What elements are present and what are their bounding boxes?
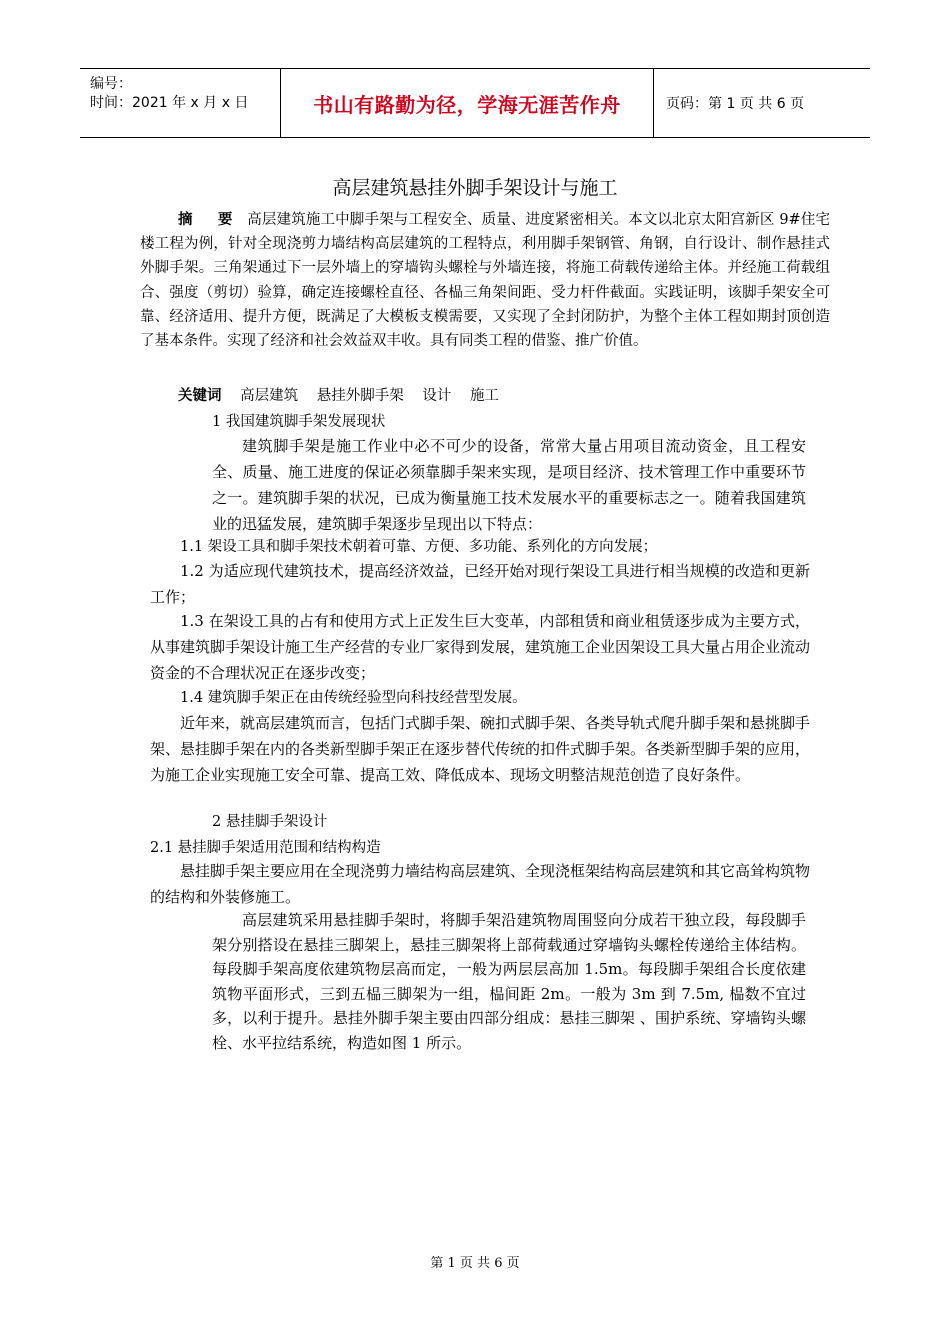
abstract-text: 高层建筑施工中脚手架与工程安全、质量、进度紧密相关。本文以北京太阳宫新区 9#住宅楼工程为例，针对全现浇剪力墙结构高层建筑的工程特点，利用脚手架钢管、角钢，自行设计、制作悬挂式外脚手架。三角架通过下一层外墙上的穿墙钩头螺栓与外墙连接，将施工荷载传递给主体。并经施工荷载组合、强度（剪切）验算，确定连接螺栓直径、各榀三角架间距、受力杆件截面。实践证明，该脚手架安全可靠、经济适用、提升方便，既满足了大模板支模需要，又实现了全封闭防护，为整个主体工程如期封顶创造了基本条件。实现了经济和社会效益双丰收。具有同类工程的借鉴、推广价值。: [140, 212, 830, 350]
date-label: 时间：2021 年 x 月 x 日: [90, 95, 249, 111]
section1-intro: 建筑脚手架是施工作业中必不可少的设备，常常大量占用项目流动资金，且工程安全、质量、施工进度的保证必须靠脚手架来实现，是项目经济、技术管理工作中重要环节之一。建筑脚手架的状况，已成为衡量施工技术发展水平的重要标志之一。随着我国建筑业的迅猛发展，建筑脚手架逐步呈现出以下特点：: [212, 437, 806, 533]
section1-closing: 近年来，就高层建筑而言，包括门式脚手架、碗扣式脚手架、各类导轨式爬升脚手架和悬挑脚手架、悬挂脚手架在内的各类新型脚手架正在逐步替代传统的扣件式脚手架。各类新型脚手架的应用，为施工企业实现施工安全可靠、提高工效、降低成本、现场文明整洁规范创造了良好条件。: [150, 714, 811, 784]
keyword: 悬挂外脚手架: [316, 388, 404, 404]
list-item: 1.4 建筑脚手架正在由传统经验型向科技经营型发展。: [180, 690, 527, 706]
list-item: 1.1 架设工具和脚手架技术朝着可靠、方便、多功能、系列化的方向发展；: [180, 539, 658, 555]
keyword: 施工: [469, 388, 499, 404]
keyword: 设计: [422, 388, 452, 404]
header-meta: [80, 69, 280, 137]
number-label: 编号：: [90, 76, 132, 92]
keyword: 高层建筑: [240, 388, 299, 404]
list-item: 1.2 为适应现代建筑技术，提高经济效益，已经开始对现行架设工具进行相当规模的改造和更新工作；: [150, 562, 810, 606]
header-motto: 书山有路勤为径，学海无涯苦作舟: [280, 69, 654, 137]
section1-heading: 1 我国建筑脚手架发展现状: [212, 414, 386, 430]
keywords-label: 关键词: [178, 387, 222, 404]
page-footer: 第 1 页 共 6 页: [430, 1256, 520, 1271]
header-page-info: 页码：第 1 页 共 6 页: [666, 96, 805, 112]
document-title: 高层建筑悬挂外脚手架设计与施工: [332, 177, 618, 199]
document-header: [80, 68, 870, 138]
list-item: 1.3 在架设工具的占有和使用方式上正发生巨大变革，内部租赁和商业租赁逐步成为主要方式，从事建筑脚手架设计施工生产经营的专业厂家得到发展，建筑施工企业因架设工具大量占用企业流动资金的不合理状况正在逐步改变；: [150, 612, 811, 682]
abstract-label: 摘 要: [178, 211, 243, 228]
section2-para1: 悬挂脚手架主要应用在全现浇剪力墙结构高层建筑、全现浇框架结构高层建筑和其它高耸构筑物的结构和外装修施工。: [150, 862, 811, 906]
section2-heading: 2 悬挂脚手架设计: [212, 814, 328, 830]
section2-para2: 高层建筑采用悬挂脚手架时，将脚手架沿建筑物周围竖向分成若干独立段，每段脚手架分别搭设在悬挂三脚架上，悬挂三脚架将上部荷载通过穿墙钩头螺栓传递给主体结构。每段脚手架高度依建筑物层高而定，一般为两层层高加 1.5m。每段脚手架组合长度依建筑物平面形式，三到五榀三脚架为一组，榀间距 2m。一般为 3m 到 7.5m, 榀数不宜过多，以利于提升。悬挂外脚手架主要由四部分组成：悬挂三脚架 、围护系统、穿墙钩头螺栓、水平拉结系统，构造如图 1 所示。: [212, 911, 806, 1052]
abstract: [140, 208, 830, 353]
section2-1-heading: 2.1 悬挂脚手架适用范围和结构构造: [150, 840, 381, 856]
keywords: [178, 384, 513, 405]
